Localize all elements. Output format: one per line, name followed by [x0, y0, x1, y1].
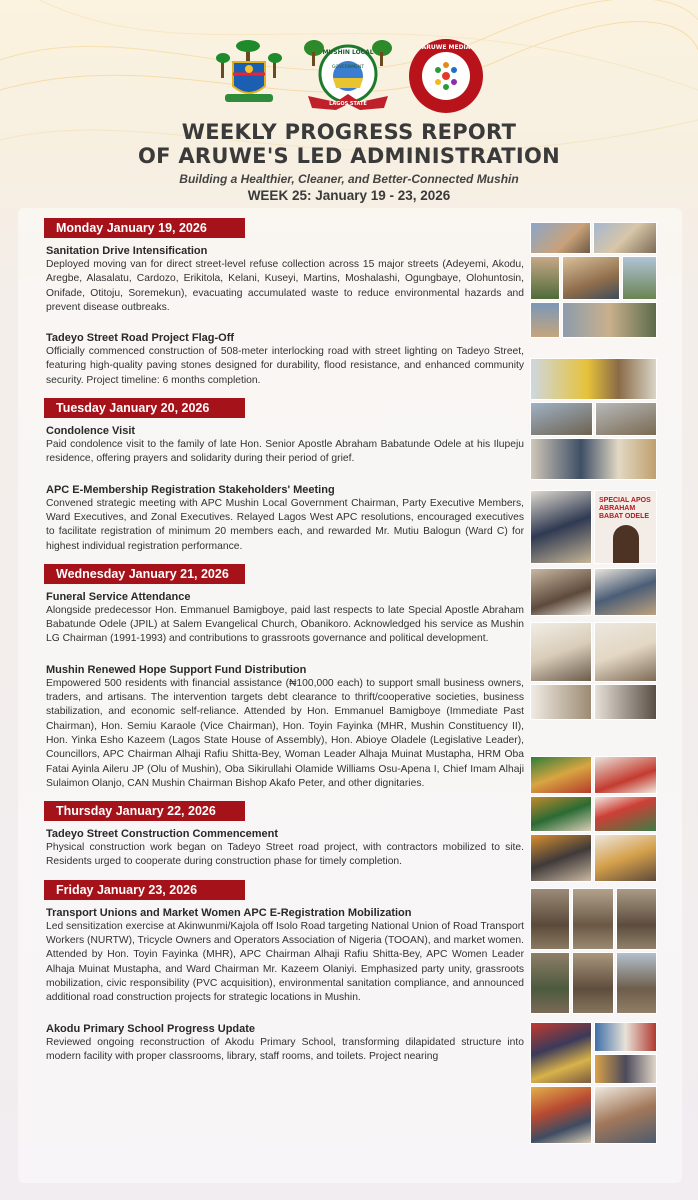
day-header-thursday: Thursday January 22, 2026 [44, 801, 245, 821]
event-photo [594, 490, 657, 564]
item-body: Alongside predecessor Hon. Emmanuel Bamigboye, paid last respects to late Special Apostle Abraham Babatunde Odele (JPIL) at Salem Evangelical Church, Obanikoro. Acknowledged his service as Mushin LG Chairman (1991-1993) and contributions to grassroots governance and political development. [46, 604, 524, 645]
event-photo [530, 302, 560, 338]
report-title-line2: OF ARUWE'S LED ADMINISTRATION [137, 144, 561, 168]
report-item [46, 827, 524, 870]
lagos-state-crest-icon [215, 38, 283, 108]
event-photo [594, 1054, 657, 1084]
event-photo [530, 256, 560, 300]
event-photo [593, 222, 657, 254]
event-photo [595, 402, 657, 436]
event-photo [530, 402, 593, 436]
event-photo [616, 952, 657, 1014]
event-photo [530, 1086, 592, 1144]
report-item [46, 331, 524, 388]
item-title: Tadeyo Street Construction Commencement [46, 828, 279, 841]
mushin-local-government-logo-icon [300, 38, 396, 112]
report-subtitle: Building a Healthier, Cleaner, and Better-Connected Mushin [179, 172, 519, 186]
item-body: Officially commenced construction of 508-meter interlocking road with street lighting on Tadeyo Street, featuring high-quality paving stones designed for durability, flood resistance, and enhanced community security. Project timeline: 6 months completion. [46, 346, 524, 386]
item-title: APC E-Membership Registration Stakeholders' Meeting [46, 483, 335, 496]
aruwe-logo-text: ARUWE MEDIA [421, 44, 471, 51]
event-photo [530, 438, 657, 480]
report-item [46, 424, 524, 467]
event-photo [572, 888, 614, 950]
report-item [46, 1022, 524, 1065]
event-photo [530, 796, 592, 832]
report-item [46, 906, 524, 1006]
report-title-line1: WEEKLY PROGRESS REPORT [181, 120, 517, 144]
event-photo [594, 796, 657, 832]
day-header-monday: Monday January 19, 2026 [44, 218, 245, 238]
item-body: Physical construction work began on Tadeyo Street road project, with contractors mobilized to site. Residents urged to cooperate during construction phase for timely completion. [46, 842, 524, 868]
event-photo [530, 1022, 592, 1084]
mushin-logo-mid-text: GOVERNMENT [331, 65, 365, 70]
mushin-logo-bottom-text: LAGOS STATE [329, 101, 367, 107]
day-header-wednesday: Wednesday January 21, 2026 [44, 564, 245, 584]
item-body: Reviewed ongoing reconstruction of Akodu Primary School, transforming dilapidated structure into modern facility with proper classrooms, library, staff rooms, and toilets. Project nearing [46, 1036, 524, 1062]
report-header [0, 120, 698, 203]
event-photo [594, 568, 657, 616]
event-photo [530, 888, 570, 950]
aruwe-media-logo-icon [408, 38, 484, 114]
event-photo [594, 1086, 657, 1144]
event-photo [562, 256, 620, 300]
item-title: Condolence Visit [46, 425, 136, 438]
item-title: Sanitation Drive Intensification [46, 245, 208, 257]
item-body: Deployed moving van for direct street-level refuse collection across 15 major streets (Adeyemi, Akodu, Aregbe, Alasalatu, Cardozo, Erikitola, Kelani, Kuseyi, Martins, Moshalashi, Ogungbaye, Olohuntosin, Onifade, Otitoju, Soremekun), evacuating accumulated waste to reduce environmental hazards and prevent disease outbreaks. [46, 259, 524, 313]
event-photo [572, 952, 614, 1014]
report-item [46, 244, 524, 315]
item-title: Mushin Renewed Hope Support Fund Distribution [46, 663, 307, 676]
event-photo [530, 756, 592, 794]
event-photo [562, 302, 657, 338]
event-photo [616, 888, 657, 950]
item-title: Funeral Service Attendance [46, 590, 191, 603]
event-photo [530, 568, 592, 616]
report-week: WEEK 25: January 19 - 23, 2026 [247, 188, 451, 203]
day-header-tuesday: Tuesday January 20, 2026 [44, 398, 245, 418]
item-body: Convened strategic meeting with APC Mushin Local Government Chairman, Party Executive Members, Ward Executives, and Zonal Executives. Relayed Lagos West APC resolutions, encouraged executives to facilitate registration of minimum 20 members each, and rewarded Mr. Mutiu Balogun (Ward C) for highest individual registration performance. [46, 497, 524, 552]
event-photo [530, 952, 570, 1014]
event-photo [530, 622, 592, 682]
report-content [46, 218, 524, 1064]
event-photo [530, 834, 592, 882]
item-title: Transport Unions and Market Women APC E-Registration Mobilization [46, 906, 412, 919]
event-photo [530, 358, 657, 400]
event-photo [594, 1022, 657, 1052]
photo-banner-text: SPECIAL APOS ABRAHAM BABAT ODELE [599, 497, 651, 520]
event-photo [622, 256, 657, 300]
event-photo [594, 622, 657, 682]
day-header-friday: Friday January 23, 2026 [44, 880, 245, 900]
item-body: Led sensitization exercise at Akinwunmi/Kajola off Isolo Road targeting National Union of Road Transport Workers (NURTW), Tricycle Owners and Operators Association of Nigeria (TOOAN), and market women. Attended by Hon. Toyin Fayinka (MHR), APC Chairman Alhaji Rafiu Shitta-Bey, APC Women Leader Alhaja Muinat Mustapha, and Ward Chairman Mr. Kazeem Olaniyi. Emphasized party unity, grassroots mobilization, civic responsibility (PVC acquisition), environmental sanitation compliance, and announced additional road construction projects for strategic locations in Mushin. [46, 920, 524, 1004]
event-photo [594, 684, 657, 720]
report-item [46, 483, 524, 554]
logo-row [0, 38, 698, 118]
item-title: Tadeyo Street Road Project Flag-Off [46, 332, 235, 345]
report-item [46, 590, 524, 647]
event-photo [594, 834, 657, 882]
report-item [46, 663, 524, 791]
item-title: Akodu Primary School Progress Update [46, 1022, 256, 1035]
event-photo [530, 222, 591, 254]
mushin-logo-top-text: MUSHIN LOCAL [322, 49, 374, 56]
event-photo [594, 756, 657, 794]
item-body: Paid condolence visit to the family of late Hon. Senior Apostle Abraham Babatunde Odele at his Ilupeju residence, offering prayers and solidarity during their period of grief. [46, 439, 524, 465]
event-photo [530, 684, 592, 720]
event-photo [530, 490, 592, 564]
item-body: Empowered 500 residents with financial assistance (₦100,000 each) to support small business owners, traders, and artisans. The intervention targets debt clearance to thrift/cooperative societies, business stabilization, and economic self-reliance. Attended by Hon. Emmanuel Bamigboye (Immediate Past Chairman), Hon. Semiu Karaole (Vice Chairman), Hon. Toyin Fayinka (MHR, Mushin Constituency II), Hon. Yinka Esho Kazeem (Lagos State House of Assembly), Hon. Abioye Oladele (Legislative Leader), Councillors, APC Chairman Alhaji Rafiu Shitta-Bey, Woman Leader Alhaja Muinat Mustapha, HRM Oba Fatai Ayinla Aileru JP (Olu of Mushin), Oba Sikirullahi Olamide Williams Osu-Apena I, Chief Imam Alhaji Sulaimon Olanjo, CAN Mushin Chairman Bishop Akafo Peter, and other dignitaries. [46, 677, 524, 789]
